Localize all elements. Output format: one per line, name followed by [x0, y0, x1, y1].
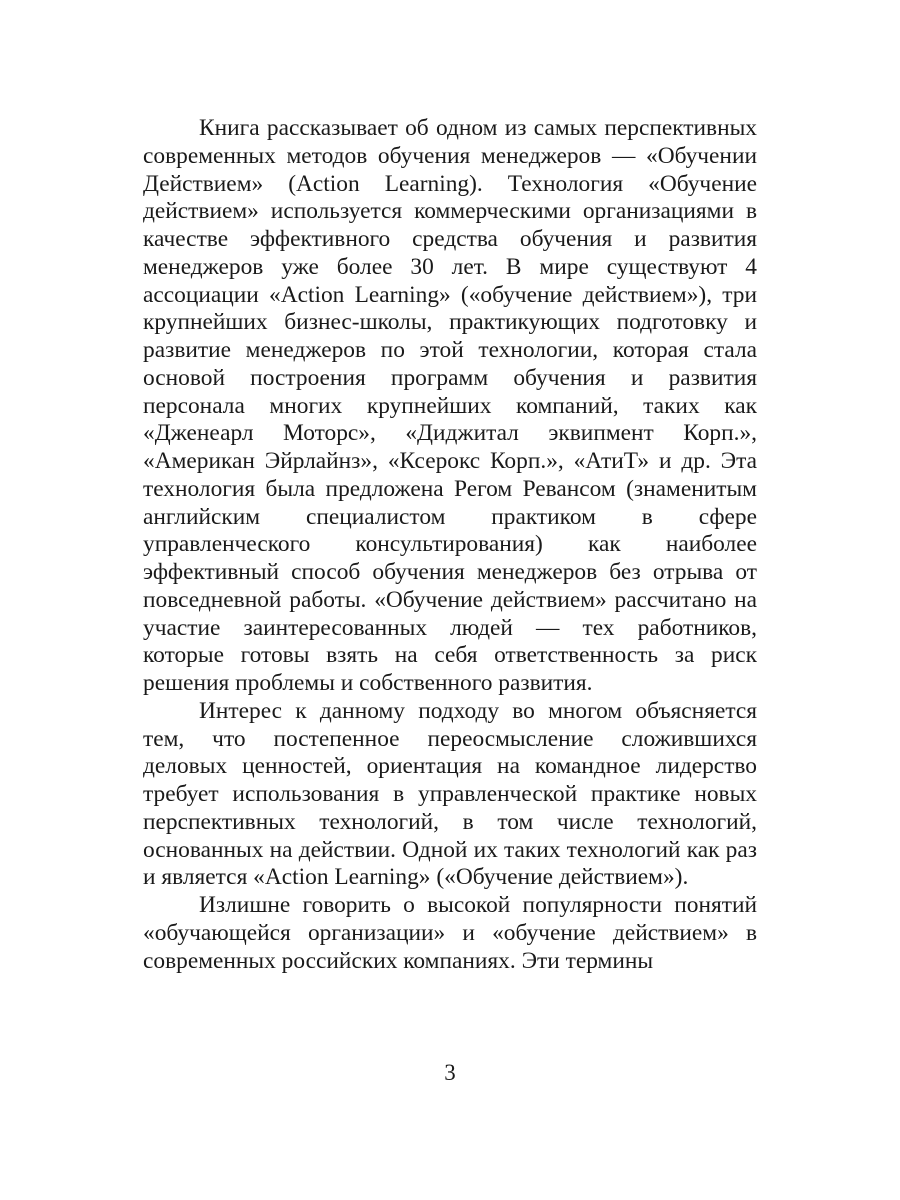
paragraph-2: Интерес к данному подходу во многом объясняется тем, что постепенное переосмысление сложившихся деловых ценностей, ориентация на командное лидерство требует использования в управленческой практике новых перспективных технологий, в том числе технологий, основанных на действии. Одной их таких технологий как раз и является «Action Learning» («Обучение действием»).	[143, 697, 757, 891]
body-text	[143, 115, 757, 975]
page-number: 3	[444, 1060, 456, 1085]
paragraph-1: Книга рассказывает об одном из самых перспективных современных методов обучения менеджеров — «Обучении Действием» (Action Learning). Технология «Обучение действием» используется коммерческими организациями в качестве эффективного средства обучения и развития менеджеров уже более 30 лет. В мире существуют 4 ассоциации «Action Learning» («обучение действием»), три крупнейших бизнес-школы, практикующих подготовку и развитие менеджеров по этой технологии, которая стала основой построения программ обучения и развития персонала многих крупнейших компаний, таких как «Дженеарл Моторс», «Диджитал эквипмент Корп.», «Американ Эйрлайнз», «Ксерокс Корп.», «АтиТ» и др. Эта технология была предложена Регом Ревансом (знаменитым английским специалистом практиком в сфере управленческого консультирования) как наиболее эффективный способ обучения менеджеров без отрыва от повседневной работы. «Обучение действием» рассчитано на участие заинтересованных людей — тех работников, которые готовы взять на себя ответственность за риск решения проблемы и собственного развития.	[143, 115, 757, 696]
paragraph-3: Излишне говорить о высокой популярности понятий «обучающейся организации» и «обучение действием» в современных российских компаниях. Эти термины	[143, 892, 757, 974]
